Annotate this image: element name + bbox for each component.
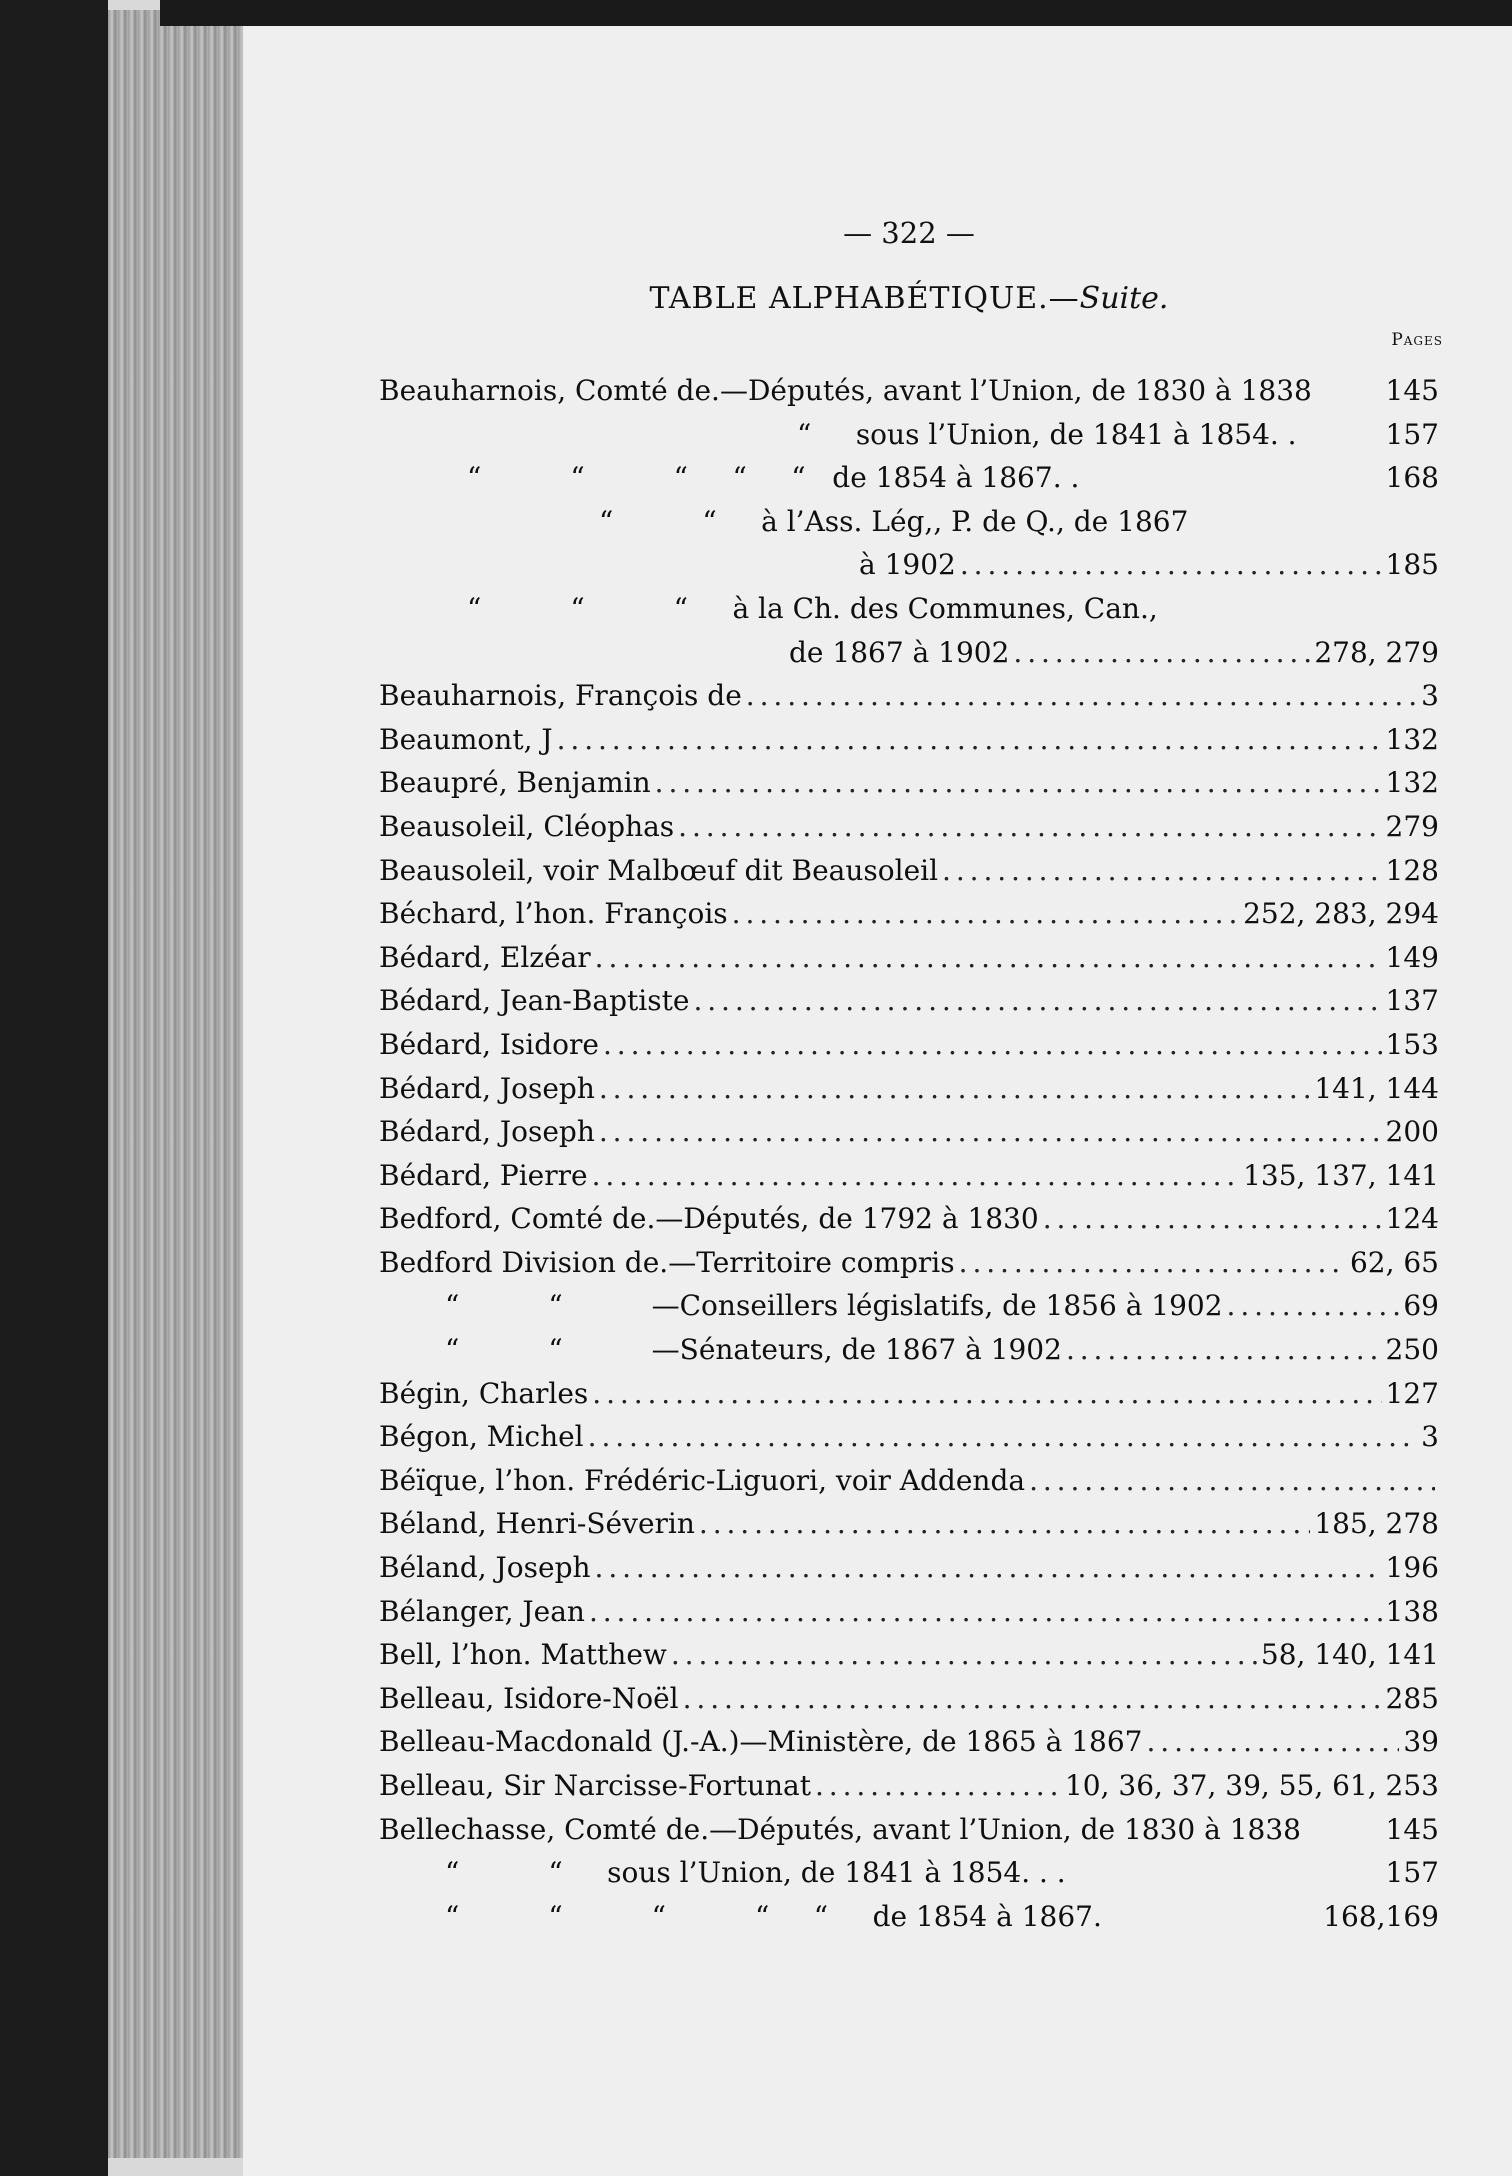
entry-label: Bédard, Elzéar <box>379 940 591 974</box>
entry-pages: 10, 36, 37, 39, 55, 61, 253 <box>1064 1769 1439 1802</box>
dot-leader <box>671 1638 1257 1671</box>
index-entry <box>379 1725 1439 1769</box>
dot-leader <box>683 1682 1382 1715</box>
entry-pages: 157 <box>1385 417 1439 451</box>
entry-label: “ “ sous l’Union, de 1841 à 1854. . . <box>445 1856 1066 1890</box>
entry-pages: 137 <box>1385 984 1439 1018</box>
entry-pages: 145 <box>1385 1812 1439 1846</box>
entry-pages: 149 <box>1385 940 1439 974</box>
entry-pages: 3 <box>1421 679 1439 713</box>
entry-label: Bélanger, Jean <box>379 1594 585 1628</box>
index-entry <box>379 1551 1439 1595</box>
entry-label: “ “ —Conseillers législatifs, de 1856 à 1902 <box>445 1289 1223 1323</box>
dot-leader <box>746 679 1417 712</box>
dot-leader <box>1147 1725 1400 1758</box>
index-entry <box>379 461 1439 505</box>
dot-leader <box>959 1246 1346 1279</box>
entry-label: Belleau, Sir Narcisse-Fortunat <box>379 1769 811 1802</box>
index-entry <box>379 1769 1439 1813</box>
entry-pages: 132 <box>1385 766 1439 800</box>
entry-label: Beauharnois, François de <box>379 679 742 713</box>
entry-pages: 128 <box>1385 853 1439 887</box>
entry-pages: 3 <box>1421 1420 1439 1454</box>
index-entry <box>379 1900 1439 1944</box>
page-stack-edges <box>108 10 243 2158</box>
dot-leader <box>589 1595 1382 1628</box>
dot-leader <box>603 1028 1382 1061</box>
entry-pages: 185, 278 <box>1314 1507 1439 1541</box>
entry-label: Bédard, Joseph <box>379 1071 595 1105</box>
index-entry <box>379 941 1439 985</box>
dot-leader <box>960 548 1382 581</box>
book-edge-shadow <box>0 0 108 2176</box>
entry-pages: 39 <box>1403 1725 1439 1759</box>
dot-leader <box>592 1159 1239 1192</box>
dot-leader <box>592 1377 1381 1410</box>
entry-pages: 138 <box>1385 1594 1439 1628</box>
entry-label: Bellechasse, Comté de.—Députés, avant l’Union, de 1830 à 1838 <box>379 1812 1301 1846</box>
dot-leader <box>693 984 1381 1017</box>
index-entry <box>379 1813 1439 1857</box>
dot-leader <box>588 1420 1418 1453</box>
entry-pages: 278, 279 <box>1314 635 1439 669</box>
dot-leader <box>1066 1333 1382 1366</box>
entry-label: “ “ à l’Ass. Lég,, P. de Q., de 1867 <box>599 504 1189 538</box>
book-page <box>243 26 1512 2176</box>
index-entry <box>379 1682 1439 1726</box>
dot-leader <box>599 1072 1310 1105</box>
entry-label: Béchard, l’hon. François <box>379 897 728 931</box>
entry-label: Beausoleil, voir Malbœuf dit Beausoleil <box>379 853 939 887</box>
entry-label: Beaumont, J <box>379 722 553 756</box>
entry-label: Bedford, Comté de.—Députés, de 1792 à 1830 <box>379 1202 1039 1236</box>
entry-label: à 1902 <box>859 548 956 582</box>
entry-pages: 124 <box>1385 1202 1439 1236</box>
entry-label: Bédard, Joseph <box>379 1115 595 1149</box>
index-entry <box>379 1638 1439 1682</box>
index-entry <box>379 1028 1439 1072</box>
index-entry <box>379 766 1439 810</box>
dot-leader <box>942 854 1382 887</box>
index-entry <box>379 1856 1439 1900</box>
dot-leader <box>1043 1202 1382 1235</box>
entry-pages: 141, 144 <box>1314 1071 1439 1105</box>
index-entry <box>379 679 1439 723</box>
dot-leader <box>699 1507 1310 1540</box>
dot-leader <box>1227 1289 1400 1322</box>
index-entry <box>379 1464 1439 1508</box>
entry-pages: 168 <box>1385 461 1439 495</box>
index-entry <box>379 1595 1439 1639</box>
entry-pages: 62, 65 <box>1349 1245 1439 1279</box>
dot-leader <box>1029 1464 1435 1497</box>
dot-leader <box>815 1769 1061 1802</box>
index-entry <box>379 374 1439 418</box>
entry-pages: 200 <box>1385 1115 1439 1149</box>
entry-label: “ “ —Sénateurs, de 1867 à 1902 <box>445 1333 1062 1367</box>
top-shadow-band <box>160 0 1512 26</box>
index-entry <box>379 1072 1439 1116</box>
entry-label: Bégin, Charles <box>379 1376 589 1410</box>
index-entry <box>379 592 1439 636</box>
index-entry <box>379 897 1439 941</box>
pages-column-heading: Pages <box>1391 330 1443 350</box>
entry-label: de 1867 à 1902 <box>789 635 1010 669</box>
entry-pages: 168,169 <box>1323 1899 1439 1933</box>
entry-label: “ “ “ “ “ de 1854 à 1867. . <box>467 461 1080 495</box>
entry-pages: 279 <box>1385 809 1439 843</box>
entry-pages: 153 <box>1385 1027 1439 1061</box>
dot-leader <box>655 766 1382 799</box>
entry-label: Bédard, Isidore <box>379 1027 599 1061</box>
entry-label: “ “ “ à la Ch. des Communes, Can., <box>467 591 1158 625</box>
entry-pages: 196 <box>1385 1551 1439 1585</box>
index-entry <box>379 418 1439 462</box>
entry-label: “ sous l’Union, de 1841 à 1854. . <box>797 417 1297 451</box>
entry-pages: 157 <box>1385 1856 1439 1890</box>
entry-label: Beauharnois, Comté de.—Députés, avant l’Union, de 1830 à 1838 <box>379 374 1312 407</box>
index-entry <box>379 1115 1439 1159</box>
entry-label: Bell, l’hon. Matthew <box>379 1638 667 1672</box>
index-entry <box>379 1377 1439 1421</box>
entry-label: Beaupré, Benjamin <box>379 766 651 800</box>
entry-pages: 58, 140, 141 <box>1260 1638 1439 1672</box>
entry-pages: 127 <box>1385 1376 1439 1410</box>
entry-label: Belleau, Isidore-Noël <box>379 1681 679 1715</box>
title-suffix: Suite. <box>1079 281 1169 316</box>
dot-leader <box>595 941 1382 974</box>
entry-pages: 252, 283, 294 <box>1243 897 1439 931</box>
index-entry <box>379 1333 1439 1377</box>
dot-leader <box>1013 636 1310 669</box>
entry-pages: 135, 137, 141 <box>1243 1158 1439 1192</box>
index-entry <box>379 810 1439 854</box>
index-entry <box>379 1202 1439 1246</box>
index-entry <box>379 854 1439 898</box>
index-entry <box>379 984 1439 1028</box>
entry-label: Bégon, Michel <box>379 1420 584 1454</box>
dot-leader <box>599 1115 1382 1148</box>
index-entry <box>379 723 1439 767</box>
index-entry <box>379 1159 1439 1203</box>
index-entry <box>379 1289 1439 1333</box>
entry-label: Béland, Henri-Séverin <box>379 1507 695 1541</box>
index-entry <box>379 1507 1439 1551</box>
index-entry <box>379 548 1439 592</box>
entry-label: “ “ “ “ “ de 1854 à 1867. <box>445 1899 1102 1933</box>
dot-leader <box>595 1551 1382 1584</box>
entry-label: Bedford Division de.—Territoire compris <box>379 1245 955 1279</box>
entry-label: Bédard, Pierre <box>379 1158 588 1192</box>
entry-label: Béïque, l’hon. Frédéric-Liguori, voir Addenda <box>379 1463 1026 1497</box>
dot-leader <box>678 810 1381 843</box>
dot-leader <box>557 723 1382 756</box>
index-entry <box>379 1246 1439 1290</box>
index-entry <box>379 505 1439 549</box>
entry-pages: 250 <box>1385 1333 1439 1367</box>
dot-leader <box>732 897 1239 930</box>
page-title <box>379 281 1439 316</box>
entry-label: Beausoleil, Cléophas <box>379 809 675 843</box>
entry-pages: 285 <box>1385 1681 1439 1715</box>
entry-label: Béland, Joseph <box>379 1551 591 1585</box>
entry-pages: 185 <box>1385 548 1439 582</box>
title-main: TABLE ALPHABÉTIQUE.— <box>649 281 1080 316</box>
entry-label: Belleau-Macdonald (J.-A.)—Ministère, de 1865 à 1867 <box>379 1725 1143 1759</box>
index-entries <box>379 374 1439 1943</box>
entry-label: Bédard, Jean-Baptiste <box>379 984 690 1018</box>
index-entry <box>379 636 1439 680</box>
page-number: — 322 — <box>843 216 975 250</box>
entry-pages: 132 <box>1385 722 1439 756</box>
entry-pages: 145 <box>1385 374 1439 407</box>
index-entry <box>379 1420 1439 1464</box>
entry-pages: 69 <box>1403 1289 1439 1323</box>
